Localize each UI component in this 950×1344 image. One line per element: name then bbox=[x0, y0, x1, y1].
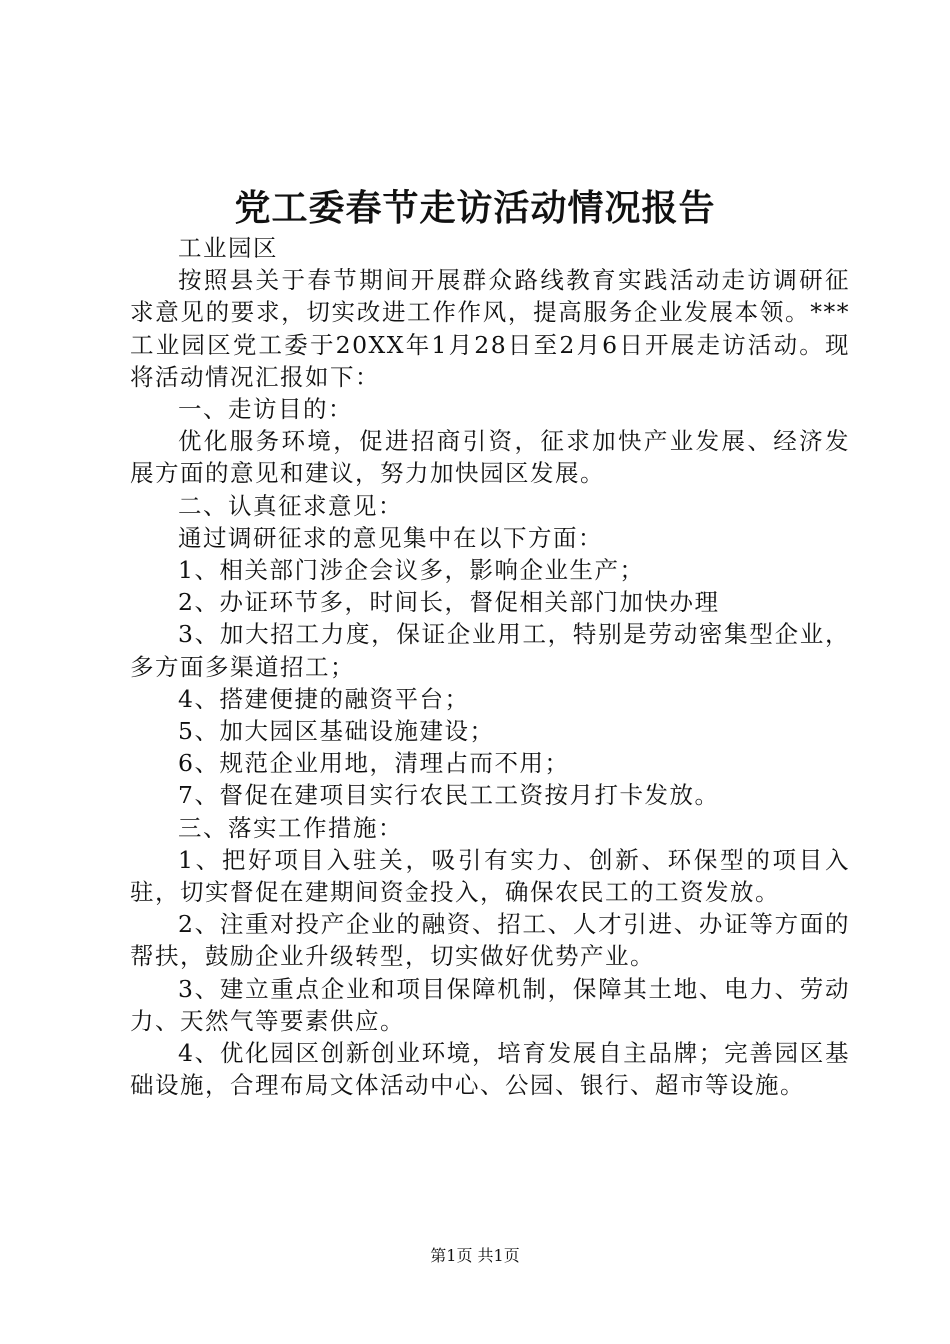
opinion-item: 2、办证环节多，时间长，督促相关部门加快办理 bbox=[178, 588, 720, 617]
document-title: 党工委春节走访活动情况报告 bbox=[234, 187, 716, 229]
opinion-item: 1、相关部门涉企会议多，影响企业生产； bbox=[178, 556, 645, 585]
opinion-item: 4、搭建便捷的融资平台； bbox=[178, 684, 470, 713]
opinion-item: 6、规范企业用地，清理占而不用； bbox=[178, 749, 570, 778]
measure-item: 4、优化园区创新创业环境，培育发展自主品牌；完善园区基础设施，合理布局文体活动中心、公园、银行、超市等设施。 bbox=[130, 1039, 850, 1100]
measure-item: 2、注重对投产企业的融资、招工、人才引进、办证等方面的帮扶，鼓励企业升级转型，切实做好优势产业。 bbox=[130, 910, 850, 971]
paragraph-location: 工业园区 bbox=[178, 234, 278, 262]
section-heading-purpose: 一、走访目的： bbox=[178, 395, 353, 424]
measure-item: 1、把好项目入驻关，吸引有实力、创新、环保型的项目入驻，切实督促在建期间资金投入，确保农民工的工资发放。 bbox=[130, 845, 850, 907]
paragraph-opinions-intro: 通过调研征求的意见集中在以下方面： bbox=[178, 523, 603, 552]
section-heading-opinions: 二、认真征求意见： bbox=[178, 491, 403, 520]
page-footer: 第1页 共1页 bbox=[430, 1246, 520, 1265]
paragraph-intro: 按照县关于春节期间开展群众路线教育实践活动走访调研征求意见的要求，切实改进工作作风，提高服务企业发展本领。***工业园区党工委于20XX年1月28日至2月6日开展走访活动。现将活动情况汇报如下： bbox=[130, 266, 850, 391]
paragraph-purpose: 优化服务环境，促进招商引资，征求加快产业发展、经济发展方面的意见和建议，努力加快园区发展。 bbox=[130, 427, 850, 488]
opinion-item: 5、加大园区基础设施建设； bbox=[178, 717, 495, 746]
opinion-item: 3、加大招工力度，保证企业用工，特别是劳动密集型企业，多方面多渠道招工； bbox=[130, 620, 850, 681]
opinion-item: 7、督促在建项目实行农民工工资按月打卡发放。 bbox=[178, 781, 720, 810]
measure-item: 3、建立重点企业和项目保障机制，保障其土地、电力、劳动力、天然气等要素供应。 bbox=[130, 974, 850, 1035]
section-heading-measures: 三、落实工作措施： bbox=[178, 813, 403, 842]
document-body bbox=[130, 232, 850, 1101]
